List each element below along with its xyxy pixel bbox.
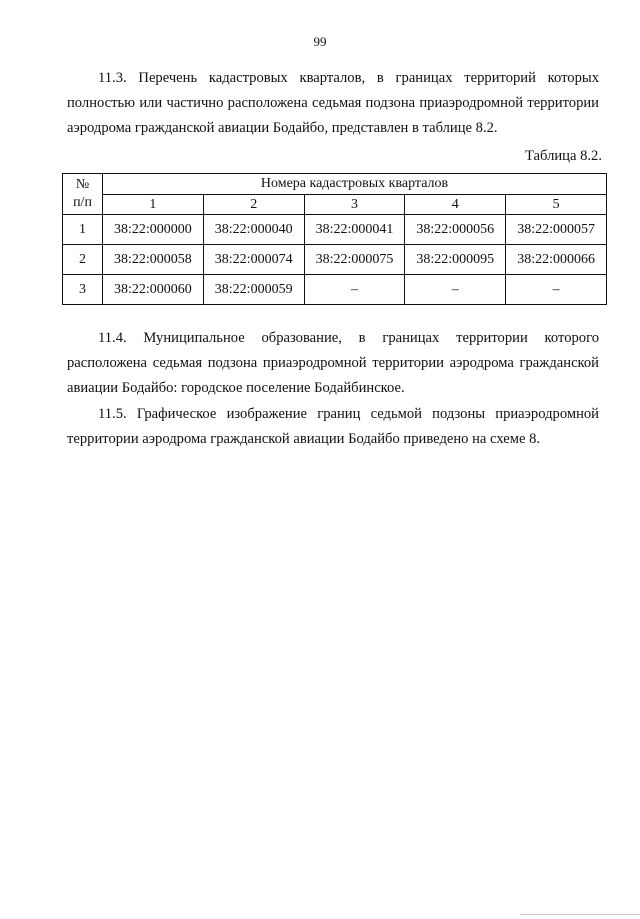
quarter-cell: 38:22:000040 [203, 215, 304, 245]
table-row [63, 215, 607, 245]
subheader-cell: 5 [506, 194, 607, 215]
subheader-cell: 1 [103, 194, 204, 215]
page-number: 99 [313, 34, 327, 49]
table-caption: Таблица 8.2. [524, 148, 602, 164]
paragraph-11-5: 11.5. Графическое изображение границ седьмой подзоны приаэродромной территории аэродрома гражданской авиации Бодайбо приведено на схеме 8. [67, 406, 599, 447]
scan-edge-line [520, 914, 640, 919]
subheader-cell: 3 [304, 194, 405, 215]
paragraph-11-4: 11.4. Муниципальное образование, в границах территории которого расположена седьмая подзона приаэродромной территории аэродрома гражданской авиации Бодайбо: городское поселение Бодайбинское. [67, 330, 599, 396]
quarter-cell: 38:22:000057 [506, 215, 607, 245]
paragraph-11-3: 11.3. Перечень кадастровых кварталов, в границах территорий которых полностью или частично расположена седьмая подзона приаэродромной территории аэродрома гражданской авиации Бодайбо, представлен в таблице 8.2. [67, 70, 599, 136]
quarter-cell: 38:22:000060 [103, 275, 204, 305]
empty-dash-cell: – [405, 275, 506, 305]
empty-dash-cell: – [506, 275, 607, 305]
quarter-cell: 38:22:000075 [304, 245, 405, 275]
quarter-cell: 38:22:000056 [405, 215, 506, 245]
table-row [63, 245, 607, 275]
subheader-cell: 2 [203, 194, 304, 215]
header-number-pp: п/п [73, 195, 92, 210]
subheader-cell: 4 [405, 194, 506, 215]
quarter-cell: 38:22:000095 [405, 245, 506, 275]
empty-dash-cell: – [304, 275, 405, 305]
quarter-cell: 38:22:000074 [203, 245, 304, 275]
row-number-cell: 1 [63, 215, 103, 245]
quarter-cell: 38:22:000066 [506, 245, 607, 275]
quarter-cell: 38:22:000058 [103, 245, 204, 275]
row-number-cell: 3 [63, 275, 103, 305]
quarter-cell: 38:22:000041 [304, 215, 405, 245]
header-number-sign: № [75, 177, 90, 192]
quarter-cell: 38:22:000059 [203, 275, 304, 305]
table-header-row [63, 174, 607, 195]
row-number-cell: 2 [63, 245, 103, 275]
header-title-cell: Номера кадастровых кварталов [103, 174, 607, 195]
quarter-cell: 38:22:000000 [103, 215, 204, 245]
table-row [63, 275, 607, 305]
table-subheader-row [63, 194, 607, 215]
header-number-cell [63, 174, 103, 215]
cadastral-quarters-table [62, 173, 607, 305]
